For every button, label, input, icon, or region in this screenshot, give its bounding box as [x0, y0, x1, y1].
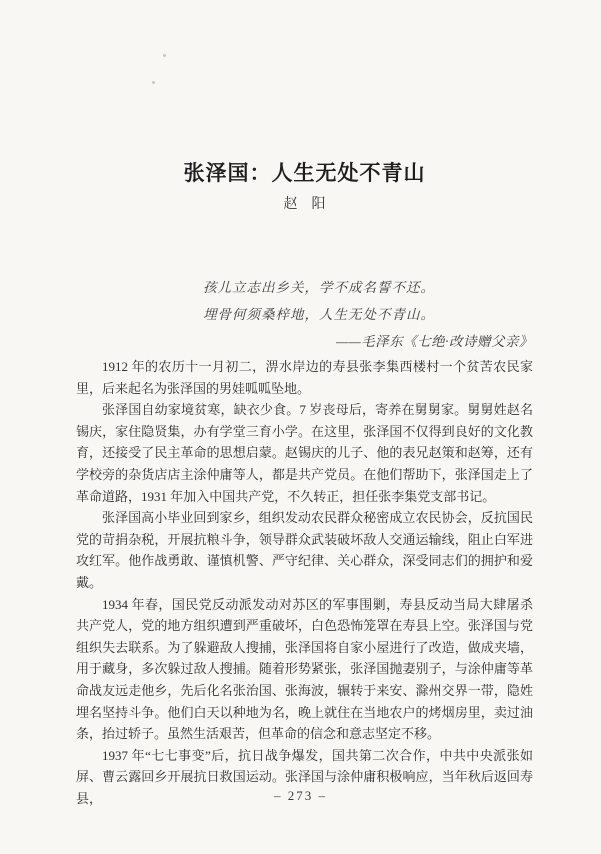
- epigraph-poem: [76, 274, 533, 355]
- poem-attribution: ——毛泽东《七绝·改诗赠父亲》: [336, 334, 533, 349]
- body-paragraph: 1934 年春，国民党反动派发动对苏区的军事围剿，寿县反动当局大肆屠杀共产党人，党的地方组织遭到严重破坏，白色恐怖笼罩在寿县上空。张泽国与党组织失去联系。为了躲避敌人搜捕，张泽国将自家小屋进行了改造，做成夹墙，用于藏身，多次躲过敌人搜捕。随着形势紧张，张泽国抛妻别子，与涂仲庸等革命战友远走他乡，先后化名张治国、张海波，辗转于来安、滁州交界一带，隐姓埋名坚持斗争。他们白天以种地为名，晚上就住在当地农户的烤烟房里，卖过油条，抬过轿子。虽然生活艰苦，但革命的信念和意志坚定不移。: [76, 596, 533, 742]
- poem-line-2: 埋骨何须桑梓地，人生无处不青山。: [203, 307, 435, 322]
- page-number: – 273 –: [274, 788, 327, 803]
- poem-line-1: 孩儿立志出乡关，学不成名誓不还。: [203, 280, 435, 295]
- article-author: 赵 阳: [283, 197, 326, 212]
- body-paragraph: 1912 年的农历十一月初二，淠水岸边的寿县张李集西楼村一个贫苦农民家里，后来起名为张泽国的男娃呱呱坠地。: [76, 359, 533, 396]
- article-title: 张泽国：人生无处不青山: [183, 161, 426, 185]
- body-paragraph: 张泽国高小毕业回到家乡，组织发动农民群众秘密成立农民协会，反抗国民党的苛捐杂税，开展抗粮斗争，领导群众武装破坏敌人交通运输线，阻止白军进攻红军。他作战勇敢、谨慎机警、严守纪律、关心群众，深受同志们的拥护和爱戴。: [76, 510, 533, 590]
- article-body: [76, 356, 533, 809]
- body-paragraph: 1937 年“七七事变”后，抗日战争爆发，国共第二次合作，中共中央派张如屏、曹云露回乡开展抗日救国运动。张泽国与涂仲庸积极响应，当年秋后返回寿县，: [76, 747, 533, 806]
- body-paragraph: 张泽国自幼家境贫寒，缺衣少食。7 岁丧母后，寄养在舅舅家。舅舅姓赵名锡庆，家住隐贤集，办有学堂三育小学。在这里，张泽国不仅得到良好的文化教育，还接受了民主革命的思想启蒙。赵锡庆的儿子、他的表兄赵策和赵筹，还有学校旁的杂货店店主涂仲庸等人，都是共产党员。在他们帮助下，张泽国走上了革命道路，1931 年加入中国共产党，不久转正，担任张李集党支部书记。: [76, 402, 533, 504]
- page-content: [76, 0, 533, 809]
